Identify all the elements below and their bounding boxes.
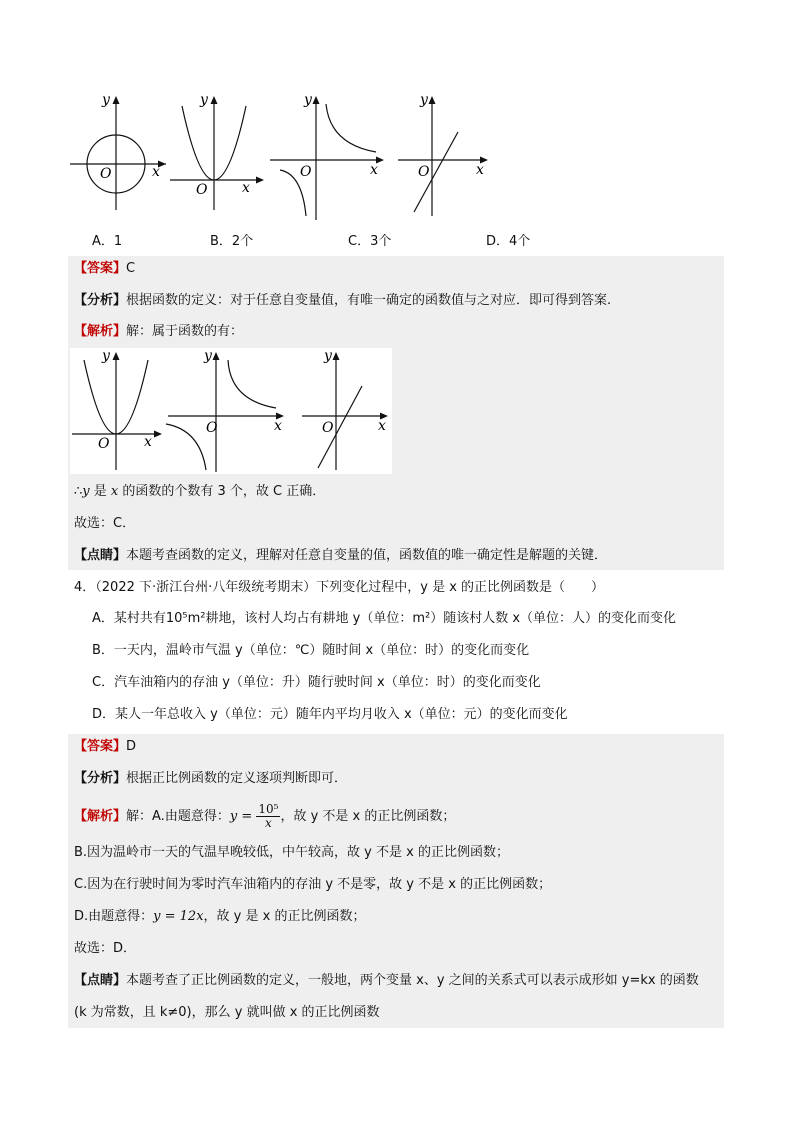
explanation-text: 解：属于函数的有：: [126, 324, 244, 339]
svg-text:x: x: [378, 418, 386, 434]
comment-text: 本题考查函数的定义，理解对任意自变量的值，函数值的唯一确定性是解题的关键．: [126, 548, 608, 563]
svg-text:O: O: [100, 166, 112, 182]
svg-text:x: x: [144, 434, 152, 450]
svg-text:O: O: [98, 436, 110, 452]
q4-choice-c: C．汽车油箱内的存油 y（单位：升）随行驶时间 x（单位：时）的变化而变化: [92, 675, 541, 690]
analysis-tag: 【分析】: [74, 771, 127, 786]
explanation-d-pre: D.由题意得：: [74, 909, 154, 924]
answer-tag: 【答案】: [74, 261, 127, 276]
explanation-tag: 【解析】: [74, 324, 127, 339]
svg-text:O: O: [196, 182, 208, 198]
analysis-text: 根据函数的定义：对于任意自变量值，有唯一确定的函数值与之对应．即可得到答案.: [126, 293, 612, 308]
var-y: y: [229, 809, 238, 824]
answer-tag: 【答案】: [74, 739, 127, 754]
q4-question: 4．（2022 下·浙江台州·八年级统考期末）下列变化过程中，y 是 x 的正比例函数是（ ）: [74, 580, 605, 595]
comment-tag: 【点睛】: [74, 548, 127, 563]
fraction-numerator: 10⁵: [258, 802, 279, 816]
svg-text:x: x: [242, 180, 250, 196]
text-is: 是: [89, 484, 111, 499]
q4-explanation-c: C.因为在行驶时间为零时汽车油箱内的存油 y 不是零，故 y 不是 x 的正比例函数；: [74, 877, 552, 892]
q4-explanation-b: B.因为温岭市一天的气温早晚较低，中午较高，故 y 不是 x 的正比例函数；: [74, 845, 509, 860]
svg-text:y: y: [304, 92, 312, 108]
analysis-tag: 【分析】: [74, 293, 127, 308]
graph-line-small: [302, 348, 388, 470]
svg-text:y: y: [102, 92, 110, 108]
svg-text:x: x: [152, 164, 160, 180]
explanation-d-post: ，故 y 是 x 的正比例函数；: [203, 909, 366, 924]
answer-value: C: [126, 261, 136, 276]
q3-choose: 故选：C．: [74, 516, 136, 531]
var-y: y: [82, 484, 90, 499]
therefore-symbol: ∴: [74, 484, 83, 499]
graph-hyperbola-small: [166, 348, 284, 472]
svg-text:O: O: [300, 164, 312, 180]
q4-comment-line2: (k 为常数，且 k≠0)，那么 y 就叫做 x 的正比例函数: [74, 1005, 380, 1020]
explanation-tag: 【解析】: [74, 809, 127, 824]
answer-value: D: [126, 739, 137, 754]
svg-text:O: O: [206, 420, 218, 436]
q4-choice-d: D．某人一年总收入 y（单位：元）随年内平均月收入 x（单位：元）的变化而变化: [92, 707, 568, 722]
q4-choice-a: A．某村共有10⁵m²耕地，该村人均占有耕地 y（单位：m²）随该村人数 x（单位：人）的变化而变化: [92, 611, 677, 626]
svg-text:x: x: [274, 418, 282, 434]
q4-answer: [74, 737, 136, 757]
graph-parabola: [168, 92, 268, 212]
q4-comment-line1: [74, 971, 699, 991]
svg-text:O: O: [322, 420, 334, 436]
graph-hyperbola: [268, 92, 388, 222]
fraction: [256, 803, 280, 830]
analysis-text: 根据正比例函数的定义逐项判断即可．: [126, 771, 348, 786]
fraction-denominator: x: [265, 816, 272, 830]
comment-tag: 【点睛】: [74, 973, 127, 988]
svg-text:O: O: [418, 164, 430, 180]
option-d: D．4个: [486, 234, 531, 249]
q4-analysis: [74, 769, 347, 789]
q3-comment: [74, 546, 607, 566]
q3-answer: [74, 259, 135, 279]
q3-conclusion: [74, 482, 325, 502]
q3-explanation: [74, 322, 243, 342]
q4-explanation-a: [74, 800, 455, 834]
svg-text:y: y: [102, 348, 110, 364]
svg-text:y: y: [420, 92, 428, 108]
graph-parabola-small: [72, 348, 162, 470]
var-x: x: [110, 484, 119, 499]
equation: y = 12x: [153, 909, 204, 924]
option-b: B．2个: [210, 234, 254, 249]
svg-text:y: y: [204, 348, 212, 364]
svg-text:y: y: [200, 92, 208, 108]
option-c: C．3个: [348, 234, 392, 249]
option-a: A．1: [92, 234, 123, 249]
explanation-a-post: ，故 y 不是 x 的正比例函数；: [280, 809, 456, 824]
q3-analysis: [74, 291, 611, 311]
svg-text:x: x: [476, 162, 484, 178]
graph-circle: [68, 92, 168, 212]
q4-explanation-d: [74, 907, 365, 927]
conclusion-text: 的函数的个数有 3 个，故 C 正确．: [118, 484, 326, 499]
svg-text:x: x: [370, 162, 378, 178]
svg-text:y: y: [324, 348, 332, 364]
comment-text-1: 本题考查了正比例函数的定义，一般地，两个变量 x、y 之间的关系式可以表示成形如 y=kx 的函数: [126, 973, 699, 988]
q4-choice-b: B．一天内，温岭市气温 y（单位：℃）随时间 x（单位：时）的变化而变化: [92, 643, 530, 658]
explanation-a-pre: 解：A.由题意得：: [126, 809, 230, 824]
q3-function-graphs: [70, 348, 392, 474]
q4-choose: 故选：D．: [74, 941, 137, 956]
graph-line: [396, 92, 496, 222]
equals-sign: =: [237, 809, 257, 824]
